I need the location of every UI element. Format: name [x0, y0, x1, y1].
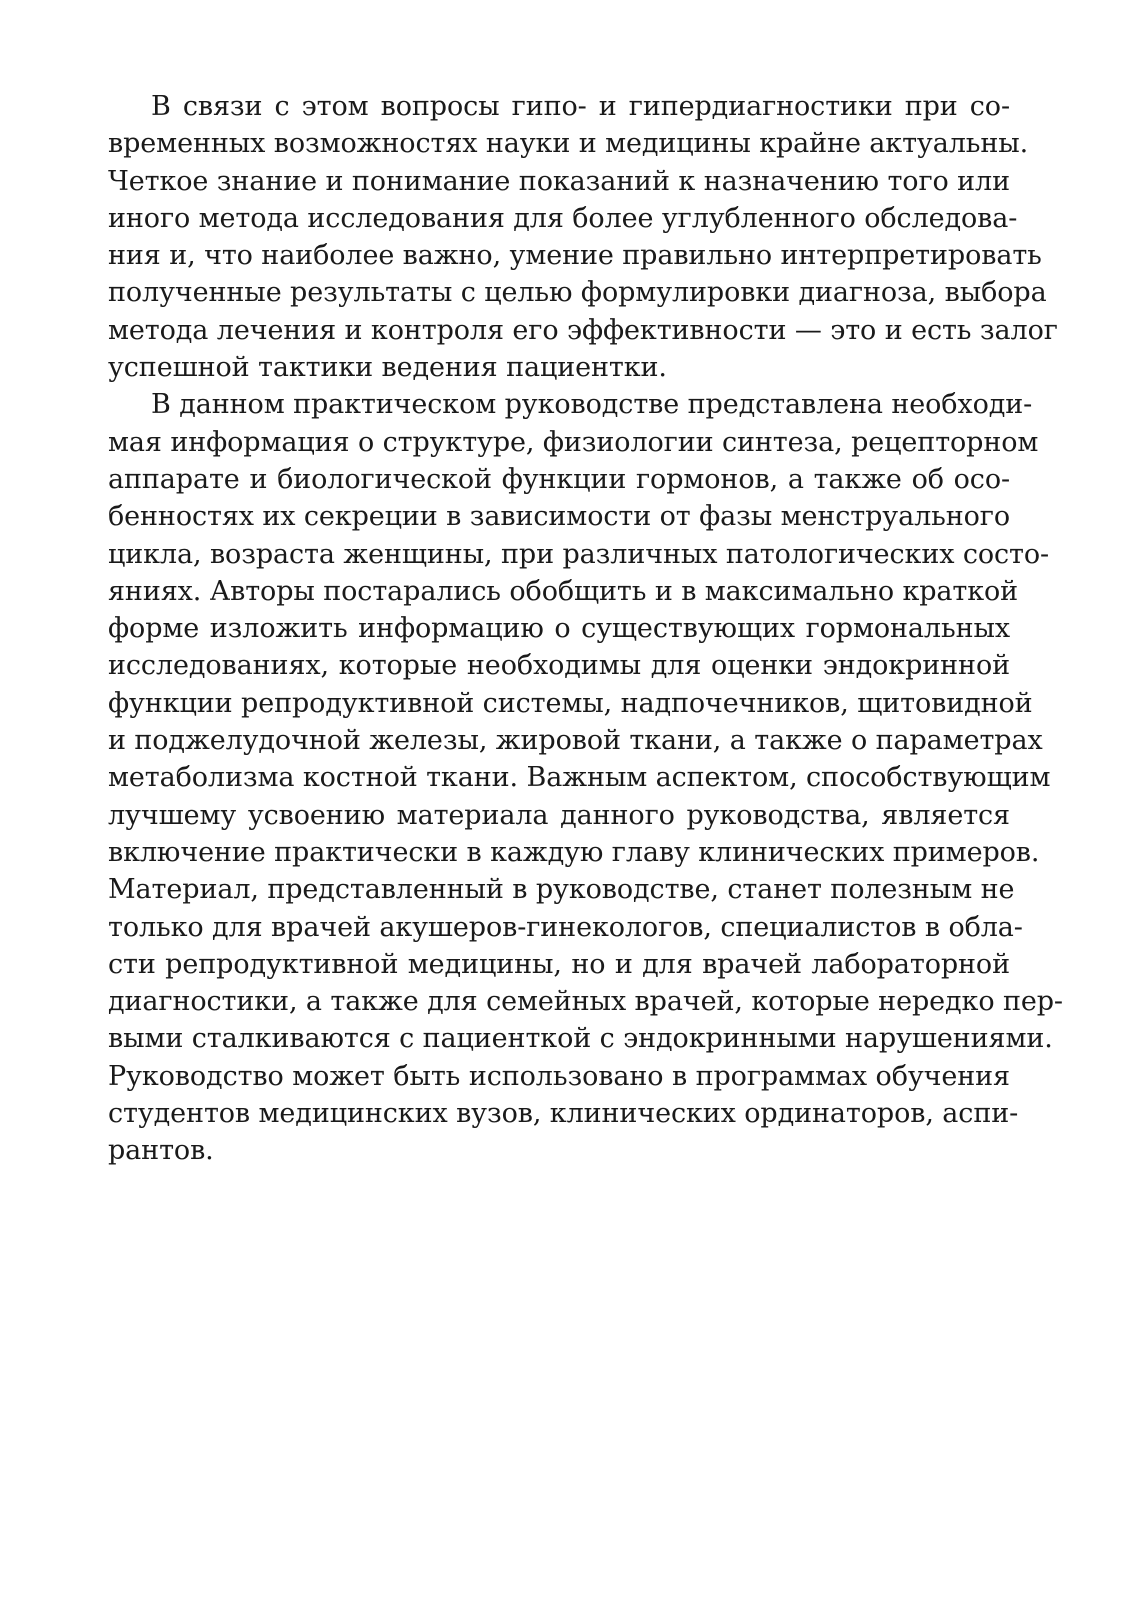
- paragraph-1-line-1: В связи с этом вопросы гипо- и гипердиагностики при со-: [151, 91, 1010, 122]
- paragraph-2-line-15: только для врачей акушеров-гинекологов, специалистов в обла-: [108, 911, 1023, 943]
- paragraph-1-line-6: полученные результаты с целью формулировки диагноза, выбора: [108, 277, 1047, 309]
- paragraph-2-line-14: Материал, представленный в руководстве, станет полезным не: [108, 874, 1015, 906]
- paragraph-2-line-21: рантов.: [108, 1135, 214, 1167]
- body-text: [108, 88, 1063, 1170]
- paragraph-2-line-6: яниях. Авторы постарались обобщить и в максимально краткой: [108, 575, 1019, 607]
- paragraph-1-line-7: метода лечения и контроля его эффективности — это и есть залог: [108, 314, 1058, 346]
- paragraph-1-line-5: ния и, что наиболее важно, умение правильно интерпретировать: [108, 240, 1042, 272]
- paragraph-2-line-18: выми сталкиваются с пациенткой с эндокринными нарушениями.: [108, 1023, 1053, 1055]
- paragraph-2-line-2: мая информация о структуре, физиологии синтеза, рецепторном: [108, 426, 1039, 458]
- paragraph-1-line-3: Четкое знание и понимание показаний к назначению того или: [108, 165, 1010, 197]
- paragraph-2-line-20: студентов медицинских вузов, клинических ординаторов, аспи-: [108, 1098, 1019, 1130]
- paragraph-1-line-8: успешной тактики ведения пациентки.: [108, 352, 667, 384]
- paragraph-2-line-12: лучшему усвоению материала данного руководства, является: [108, 799, 1010, 831]
- paragraph-2-line-7: форме изложить информацию о существующих гормональных: [108, 613, 1010, 645]
- paragraph-2-line-10: и поджелудочной железы, жировой ткани, а также о параметрах: [108, 725, 1043, 757]
- paragraph-2-line-9: функции репродуктивной системы, надпочечников, щитовидной: [108, 687, 1033, 719]
- paragraph-2-line-13: включение практически в каждую главу клинических примеров.: [108, 836, 1040, 868]
- paragraph-2-line-4: бенностях их секреции в зависимости от фазы менструального: [108, 501, 1010, 533]
- paragraph-1-line-4: иного метода исследования для более углубленного обследова-: [108, 202, 1018, 234]
- paragraph-2-line-16: сти репродуктивной медицины, но и для врачей лабораторной: [108, 948, 1010, 980]
- paragraph-2-line-3: аппарате и биологической функции гормонов, а также об осо-: [108, 463, 1010, 495]
- paragraph-2-line-1: В данном практическом руководстве представлена необходи-: [151, 389, 1033, 421]
- paragraph-2-line-5: цикла, возраста женщины, при различных патологических состо-: [108, 538, 1050, 570]
- paragraph-2-line-19: Руководство может быть использовано в программах обучения: [108, 1060, 1010, 1092]
- paragraph-2-line-17: диагностики, а также для семейных врачей, которые нередко пер-: [108, 986, 1063, 1018]
- paragraph-2-line-8: исследованиях, которые необходимы для оценки эндокринной: [108, 650, 1010, 682]
- paragraph-1-line-2: временных возможностях науки и медицины крайне актуальны.: [108, 128, 1029, 160]
- paragraph-2-line-11: метаболизма костной ткани. Важным аспектом, способствующим: [108, 762, 1051, 794]
